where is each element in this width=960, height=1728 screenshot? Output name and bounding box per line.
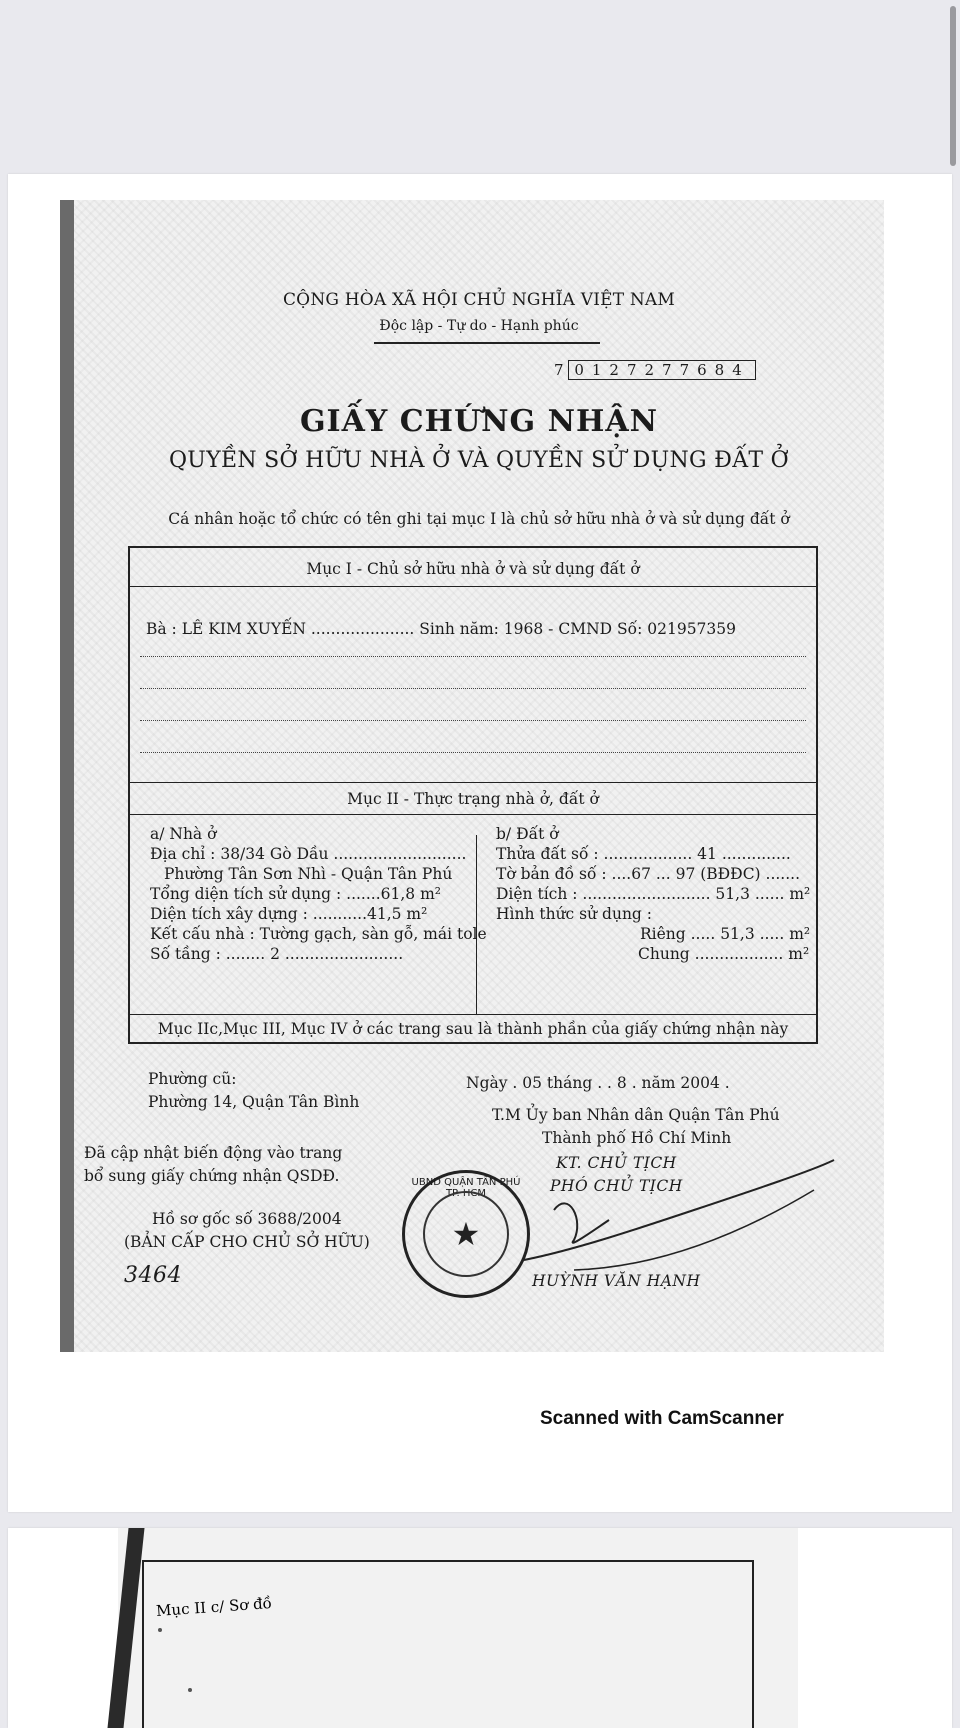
page2-frame [142,1560,754,1728]
house-heading: a/ Nhà ở [150,825,217,843]
issuing-city: Thành phố Hồ Chí Minh [542,1129,732,1147]
signer-name: HUỲNH VĂN HẠNH [532,1272,701,1290]
certificate-title: GIẤY CHỨNG NHẬN [299,404,659,439]
motto: Độc lập - Tự do - Hạnh phúc [379,318,579,334]
dotted-line [140,656,806,657]
serial-prefix: 7 [554,361,564,379]
dotted-line [140,752,806,753]
serial-box: 0127277684 [568,360,755,380]
copy-for-owner: (BẢN CẤP CHO CHỦ SỞ HỮU) [124,1233,370,1251]
camscanner-watermark: Scanned with CamScanner [540,1408,784,1429]
page2-scan [118,1528,798,1728]
section1-heading: Mục I - Chủ sở hữu nhà ở và sử dụng đất ở [306,560,640,578]
house-structure: Kết cấu nhà : Tường gạch, sàn gỗ, mái tole [150,925,487,943]
house-column [150,824,487,964]
scanned-page-2 [8,1528,952,1728]
house-build-area: Diện tích xây dựng : ...........41,5 m² [150,905,428,923]
land-private: Riêng ..... 51,3 ..... m² [640,925,811,943]
signer-role-1: KT. CHỦ TỊCH [556,1154,677,1172]
land-usage-form: Hình thức sử dụng : [496,905,652,923]
serial-number [554,360,756,380]
old-ward: Phường 14, Quận Tân Bình [148,1093,360,1111]
old-ward-label: Phường cũ: [148,1070,237,1088]
divider [130,814,816,815]
official-seal [402,1170,530,1298]
land-column [496,824,810,964]
land-area: Diện tích : .......................... 51,3 ...... m² [496,885,811,903]
scan-speck [188,1688,192,1692]
signer-role-2: PHÓ CHỦ TỊCH [550,1177,683,1195]
table-footnote: Mục IIc,Mục III, Mục IV ở các trang sau là thành phần của giấy chứng nhận này [157,1020,789,1038]
page2-dark-edge [107,1528,144,1728]
scan-speck [158,1628,162,1632]
intro-text: Cá nhân hoặc tổ chức có tên ghi tại mục I là chủ sở hữu nhà ở và sử dụng đất ở [168,510,790,528]
signature [514,1150,844,1290]
house-total-area: Tổng diện tích sử dụng : .......61,8 m² [150,885,441,903]
scrollbar[interactable] [950,6,956,166]
certificate-scan [60,200,884,1352]
seal-emblem [423,1191,509,1277]
certificate-subtitle: QUYỀN SỞ HỮU NHÀ Ở VÀ QUYỀN SỬ DỤNG ĐẤT Ở [168,448,790,473]
scanned-page-1 [8,174,952,1512]
land-parcel: Thửa đất số : .................. 41 .............. [496,845,791,863]
issuing-authority: T.M Ủy ban Nhân dân Quận Tân Phú [492,1106,780,1124]
section2-heading: Mục II - Thực trạng nhà ở, đất ở [347,790,599,808]
handwritten-number: 3464 [124,1263,182,1288]
section2c-label: Mục II c/ Sơ đồ [155,1593,273,1621]
update-note-1: Đã cập nhật biến động vào trang [84,1144,343,1162]
land-heading: b/ Đất ở [496,825,559,843]
update-note-2: bổ sung giấy chứng nhận QSDĐ. [84,1167,340,1185]
dotted-line [140,720,806,721]
star-icon: ★ [451,1215,481,1253]
file-number: Hồ sơ gốc số 3688/2004 [152,1210,342,1228]
land-shared: Chung .................. m² [638,945,810,963]
owner-line: Bà : LÊ KIM XUYẾN ..................... Sinh năm: 1968 - CMND Số: 021957359 [146,620,736,638]
land-map-sheet: Tờ bản đồ số : ....67 ... 97 (BĐĐC) ....... [496,865,801,883]
motto-underline [374,342,600,344]
dotted-line [140,688,806,689]
info-table [128,546,818,1044]
seal-text: UBND QUẬN TÂN PHÚ TP. HCM [411,1177,521,1199]
divider [130,1014,816,1015]
house-floors: Số tầng : ........ 2 ........................ [150,945,404,963]
divider [130,782,816,783]
house-ward: Phường Tân Sơn Nhì - Quận Tân Phú [164,865,453,883]
house-address: Địa chỉ : 38/34 Gò Dầu ........................... [150,845,467,863]
divider [130,586,816,587]
country-header: CỘNG HÒA XÃ HỘI CHỦ NGHĨA VIỆT NAM [282,290,676,310]
issue-date: Ngày . 05 tháng . . 8 . năm 2004 . [466,1074,730,1092]
